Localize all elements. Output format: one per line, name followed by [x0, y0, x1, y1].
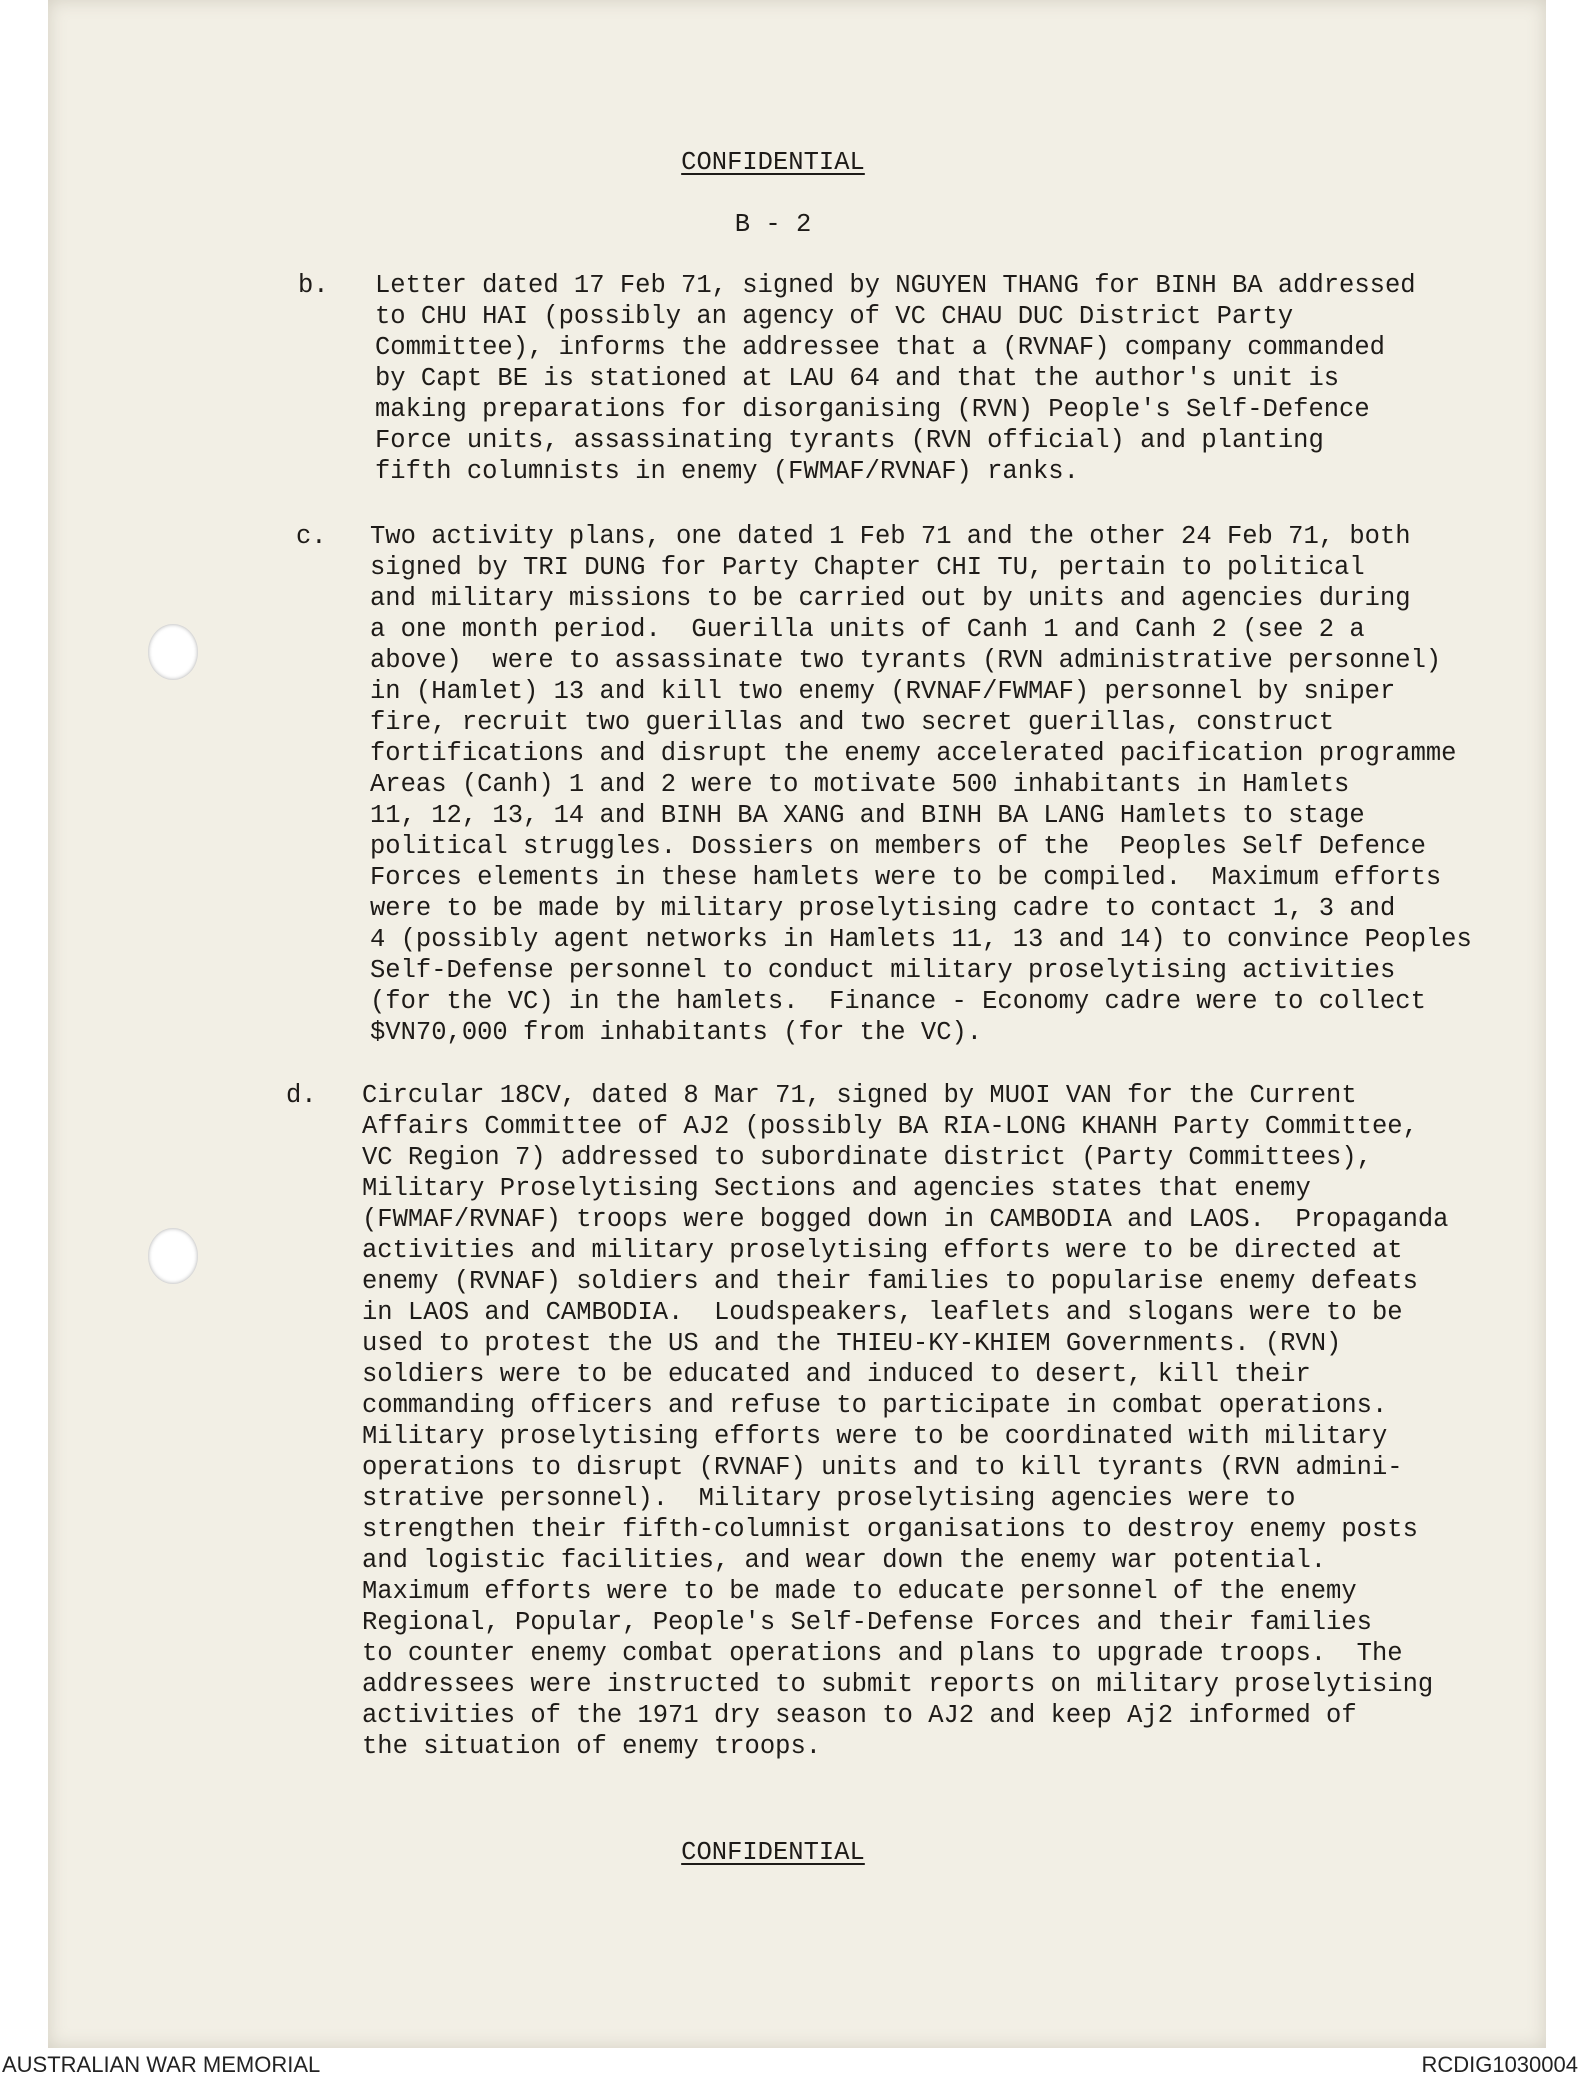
footer-classification: CONFIDENTIAL [681, 1838, 865, 1867]
header-classification: CONFIDENTIAL [681, 148, 865, 177]
text-line: above) were to assassinate two tyrants (RVN administrative personnel) [370, 646, 1442, 675]
text-line: (FWMAF/RVNAF) troops were bogged down in CAMBODIA and LAOS. Propaganda [362, 1205, 1449, 1234]
punch-hole [148, 1228, 198, 1284]
paragraph-label: d. [286, 1081, 317, 1110]
text-line: by Capt BE is stationed at LAU 64 and that the author's unit is [375, 364, 1340, 393]
page-reference: B - 2 [734, 210, 812, 239]
text-line: the situation of enemy troops. [362, 1732, 822, 1761]
text-line: Force units, assassinating tyrants (RVN official) and planting [375, 426, 1324, 455]
paragraph-label: c. [296, 522, 327, 551]
text-line: addressees were instructed to submit reports on military proselytising [362, 1670, 1434, 1699]
text-line: Letter dated 17 Feb 71, signed by NGUYEN THANG for BINH BA addressed [375, 271, 1416, 300]
text-line: fortifications and disrupt the enemy accelerated pacification programme [370, 739, 1457, 768]
text-line: signed by TRI DUNG for Party Chapter CHI TU, pertain to political [370, 553, 1365, 582]
text-line: Two activity plans, one dated 1 Feb 71 and the other 24 Feb 71, both [370, 522, 1411, 551]
text-line: Affairs Committee of AJ2 (possibly BA RIA-LONG KHANH Party Committee, [362, 1112, 1418, 1141]
text-line: in (Hamlet) 13 and kill two enemy (RVNAF/FWMAF) personnel by sniper [370, 677, 1396, 706]
archive-name: AUSTRALIAN WAR MEMORIAL [2, 2052, 321, 2077]
text-line: and military missions to be carried out by units and agencies during [370, 584, 1411, 613]
text-line: Maximum efforts were to be made to educate personnel of the enemy [362, 1577, 1357, 1606]
text-line: Committee), informs the addressee that a (RVNAF) company commanded [375, 333, 1385, 362]
paragraph-body [375, 270, 1416, 487]
text-line: Self-Defense personnel to conduct military proselytising activities [370, 956, 1396, 985]
text-line: enemy (RVNAF) soldiers and their families to popularise enemy defeats [362, 1267, 1418, 1296]
text-line: in LAOS and CAMBODIA. Loudspeakers, leaflets and slogans were to be [362, 1298, 1403, 1327]
text-line: Military Proselytising Sections and agencies states that enemy [362, 1174, 1311, 1203]
document-page [48, 0, 1546, 2048]
text-line: Regional, Popular, People's Self-Defense Forces and their families [362, 1608, 1372, 1637]
paragraph-label: b. [298, 271, 329, 300]
text-line: political struggles. Dossiers on members of the Peoples Self Defence [370, 832, 1426, 861]
text-line: strengthen their fifth-columnist organisations to destroy enemy posts [362, 1515, 1418, 1544]
text-line: Circular 18CV, dated 8 Mar 71, signed by MUOI VAN for the Current [362, 1081, 1357, 1110]
text-line: activities and military proselytising efforts were to be directed at [362, 1236, 1403, 1265]
paragraph-body [370, 521, 1472, 1048]
text-line: Military proselytising efforts were to be coordinated with military [362, 1422, 1388, 1451]
punch-hole [148, 624, 198, 680]
text-line: to counter enemy combat operations and plans to upgrade troops. The [362, 1639, 1403, 1668]
text-line: $VN70,000 from inhabitants (for the VC). [370, 1018, 983, 1047]
text-line: VC Region 7) addressed to subordinate district (Party Committees), [362, 1143, 1372, 1172]
archive-footer [0, 2048, 1582, 2082]
text-line: to CHU HAI (possibly an agency of VC CHAU DUC District Party [375, 302, 1294, 331]
text-line: activities of the 1971 dry season to AJ2 and keep Aj2 informed of [362, 1701, 1357, 1730]
text-line: operations to disrupt (RVNAF) units and to kill tyrants (RVN admini- [362, 1453, 1403, 1482]
text-line: 11, 12, 13, 14 and BINH BA XANG and BINH BA LANG Hamlets to stage [370, 801, 1365, 830]
text-line: fifth columnists in enemy (FWMAF/RVNAF) ranks. [375, 457, 1079, 486]
archive-id: RCDIG1030004 [1421, 2052, 1578, 2077]
text-line: used to protest the US and the THIEU-KY-KHIEM Governments. (RVN) [362, 1329, 1342, 1358]
text-line: strative personnel). Military proselytising agencies were to [362, 1484, 1296, 1513]
paragraph-body [362, 1080, 1448, 1762]
text-line: commanding officers and refuse to participate in combat operations. [362, 1391, 1388, 1420]
text-line: soldiers were to be educated and induced to desert, kill their [362, 1360, 1311, 1389]
text-line: Areas (Canh) 1 and 2 were to motivate 500 inhabitants in Hamlets [370, 770, 1350, 799]
text-line: were to be made by military proselytising cadre to contact 1, 3 and [370, 894, 1396, 923]
text-line: and logistic facilities, and wear down the enemy war potential. [362, 1546, 1327, 1575]
text-line: Forces elements in these hamlets were to be compiled. Maximum efforts [370, 863, 1442, 892]
text-line: making preparations for disorganising (RVN) People's Self-Defence [375, 395, 1370, 424]
text-line: a one month period. Guerilla units of Canh 1 and Canh 2 (see 2 a [370, 615, 1365, 644]
text-line: 4 (possibly agent networks in Hamlets 11, 13 and 14) to convince Peoples [370, 925, 1472, 954]
text-line: (for the VC) in the hamlets. Finance - Economy cadre were to collect [370, 987, 1426, 1016]
text-line: fire, recruit two guerillas and two secret guerillas, construct [370, 708, 1335, 737]
